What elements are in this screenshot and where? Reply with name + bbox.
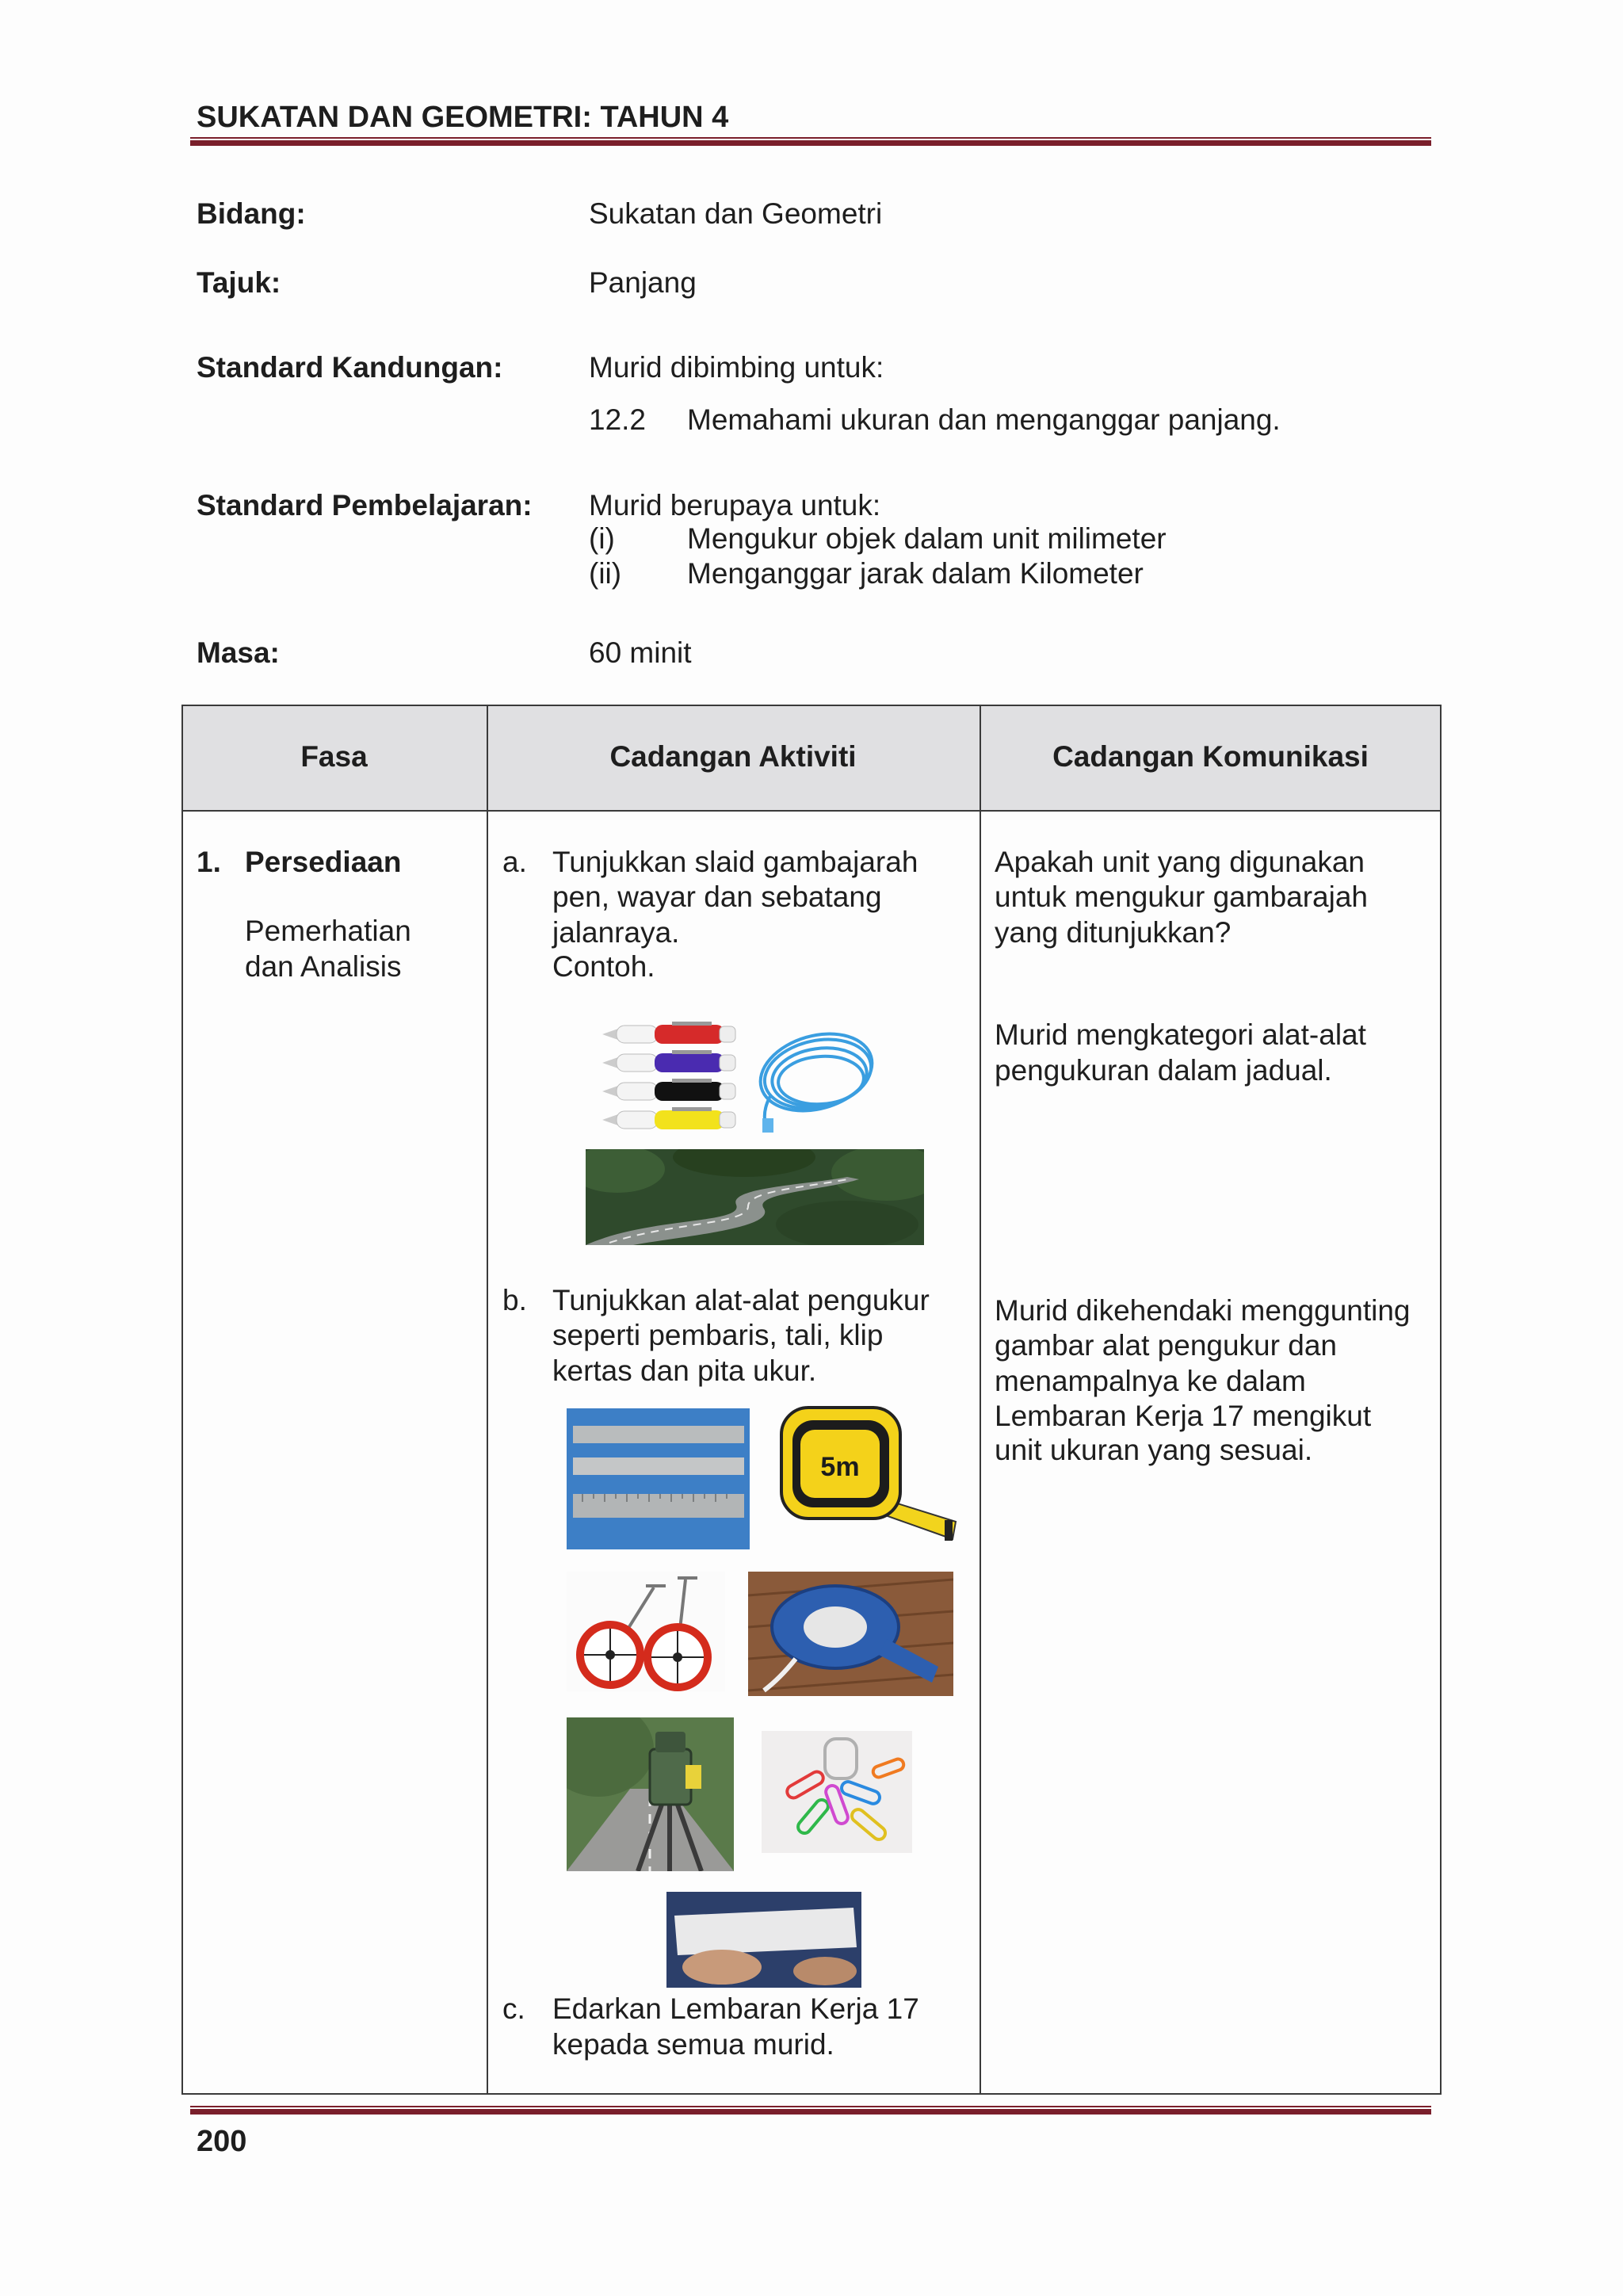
header-rule (190, 137, 1431, 147)
column-divider (487, 706, 488, 2093)
komunikasi-line: yang ditunjukkan? (995, 916, 1232, 949)
header-cadangan-komunikasi: Cadangan Komunikasi (1052, 740, 1369, 773)
column-divider (980, 706, 981, 2093)
komunikasi-line: unit ukuran yang sesuai. (995, 1434, 1313, 1466)
paper-clips-image (762, 1731, 912, 1853)
komunikasi-line: untuk mengukur gambarajah (995, 881, 1369, 913)
tajuk-label: Tajuk: (197, 266, 281, 299)
sp-item-text: Mengukur objek dalam unit milimeter (687, 522, 1167, 555)
standard-kandungan-text: Memahami ukuran dan menganggar panjang. (687, 403, 1281, 436)
aktiviti-line: Tunjukkan slaid gambajarah (552, 846, 918, 878)
aktiviti-line: kepada semua murid. (552, 2028, 834, 2061)
tajuk-value: Panjang (589, 266, 697, 299)
standard-pembelajaran-label: Standard Pembelajaran: (197, 489, 533, 521)
aktiviti-marker: b. (502, 1284, 527, 1316)
page-number: 200 (197, 2125, 247, 2158)
masa-label: Masa: (197, 636, 280, 669)
komunikasi-line: Murid dikehendaki menggunting (995, 1294, 1411, 1327)
sp-item-number: (ii) (589, 557, 622, 590)
komunikasi-line: menampalnya ke dalam (995, 1365, 1306, 1397)
theodolite-image (567, 1717, 734, 1871)
aktiviti-line: Contoh. (552, 950, 655, 983)
komunikasi-line: Apakah unit yang digunakan (995, 846, 1365, 878)
measuring-wheels-image (567, 1572, 725, 1691)
fasa-sub-line: dan Analisis (245, 950, 402, 983)
fasa-sub-line: Pemerhatian (245, 915, 411, 947)
aktiviti-marker: c. (502, 1992, 525, 2025)
bidang-value: Sukatan dan Geometri (589, 197, 883, 230)
sp-item-number: (i) (589, 522, 615, 555)
fasa-number: 1. (197, 846, 221, 878)
fasa-title: Persediaan (245, 846, 402, 878)
standard-kandungan-number: 12.2 (589, 403, 647, 436)
komunikasi-line: Murid mengkategori alat-alat (995, 1018, 1366, 1051)
masa-value: 60 minit (589, 636, 692, 669)
aktiviti-line: Tunjukkan alat-alat pengukur (552, 1284, 930, 1316)
standard-pembelajaran-intro: Murid berupaya untuk: (589, 489, 881, 521)
bidang-label: Bidang: (197, 197, 306, 230)
aktiviti-line: Edarkan Lembaran Kerja 17 (552, 1992, 919, 2025)
aktiviti-line: kertas dan pita ukur. (552, 1354, 817, 1387)
komunikasi-line: Lembaran Kerja 17 mengikut (995, 1400, 1372, 1432)
sp-item-text: Menganggar jarak dalam Kilometer (687, 557, 1144, 590)
cable-image (747, 1025, 879, 1135)
road-image (586, 1149, 924, 1245)
aktiviti-marker: a. (502, 846, 527, 878)
pens-image (601, 1018, 739, 1135)
paper-strip-image (666, 1892, 861, 1988)
aktiviti-line: seperti pembaris, tali, klip (552, 1319, 884, 1351)
tape-measure-image (769, 1403, 959, 1552)
aktiviti-line: jalanraya. (552, 916, 680, 949)
header-cadangan-aktiviti: Cadangan Aktiviti (609, 740, 857, 773)
page-header-title: SUKATAN DAN GEOMETRI: TAHUN 4 (197, 101, 729, 134)
tape-size-label: 5m (820, 1452, 860, 1482)
standard-kandungan-intro: Murid dibimbing untuk: (589, 351, 884, 384)
rulers-image (567, 1408, 750, 1549)
aktiviti-line: pen, wayar dan sebatang (552, 881, 882, 913)
komunikasi-line: pengukuran dalam jadual. (995, 1054, 1332, 1087)
header-fasa: Fasa (300, 740, 368, 773)
reel-tape-image (748, 1572, 953, 1696)
footer-rule (190, 2106, 1431, 2115)
komunikasi-line: gambar alat pengukur dan (995, 1329, 1337, 1362)
standard-kandungan-label: Standard Kandungan: (197, 351, 503, 384)
